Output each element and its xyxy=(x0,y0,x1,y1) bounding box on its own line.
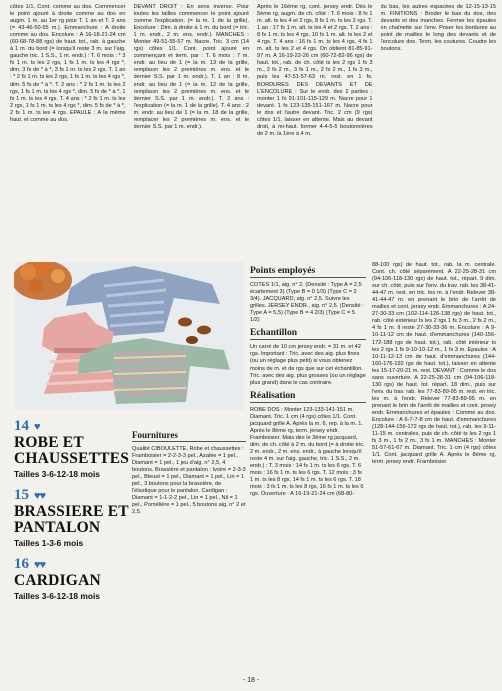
section-text: Un carré de 10 cm jersey endr. = 31 m. et 42 rgs. Important : Tric. avec des aig. plus fines (ou un réglage plus petit) si vous obtenez moins de m. et de rgs que sur cet échantillon. Tric. avec des aig. plus grosses (ou un réglage plus grand) dans le cas contraire. xyxy=(250,344,366,386)
page-number: - 18 - xyxy=(242,677,260,684)
heart-icon: ♥♥ xyxy=(34,558,46,571)
section-heading: Echantillon xyxy=(250,330,366,340)
pattern-sizes: Tailles 3-6-12-18 mois xyxy=(14,469,100,479)
section-text: ROBE DOS : Monter 123-133-141-151 m. Diamant. Tric. 1 cm (4 rgs) côtes 1/1. Cont. jacquard grille A. Après la m. 6, rep. à la m. 1. Après le 8ème rg, term. jersey endr. Framboisier. Mais dès le 3ème rg jacquard, dim. de ch. côté à 2 m. du bord (= à droite tric. 2 m. endr., 2 m. ens. endr., à gauche lorsqu'il reste 4 m. sur l'aig. gauche, tric. 1 S.S., 2 m. endr.) : T. 3 mois : 14 fs 1 m. ts les 6 rgs. T. 6 mois : 16 fs 1 m. ts les 6 rgs. T. 12 mois : 3 fs 1 m. ts les 8 rgs, 14 fs 1 m. ts les 6 rgs. T. 18 mois : 3 fs 1 m. ts les 8 rgs, 16 fs 1 m. ts les 6 rgs. Ouverture : A 16-19-21-24 cm (68-80- xyxy=(250,406,365,498)
pattern-number: 14 xyxy=(14,418,29,434)
section-heading: Fournitures xyxy=(132,432,246,442)
pattern-title: CARDIGAN xyxy=(14,572,101,589)
text-column-4: du bas, les autres espacées de 12-15-13-15 m. FINITIONS : Broder le bas du dos, des devants et des manches. Fermer les épaules en chaînette sur l'env. Poser les bordures au point de mailles le long des devants et de l'encolure dos. Term. les coutures. Coudre les boutons. xyxy=(380,4,496,53)
pattern-title: BRASSIERE ET xyxy=(14,503,129,520)
fournitures-section xyxy=(132,432,246,517)
section-heading: Points employés xyxy=(250,268,366,278)
right-column xyxy=(372,262,496,466)
pattern-title: ROBE ET xyxy=(14,434,84,451)
text-column-1: côtes 1/1. Cont. comme au dos. Commencer le point ajouré à droite comme au dos en augm. 1 m. au 1er rg pour T. 1 an et T. 2 ans (= 43-46-50-55 m.). Emmanchure : A droite comme au dos. Encolure : A 16-18-21-24 cm (60-68-78-88 rgs) de haut. tot., rab. à gauche à 1 m. du bord (= lorsqu'il reste 3 m. sur l'aig. gauche tric. 1 S.S., 1 m. endr.) : T. 6 mois : * 3 fs 1 m. ts les 2 rgs, 1 fs 1 m. ts les 4 rgs *, dim. 3 fs de * à *, 3 fs 1 m. ts les 2 rgs. T. 1 an : * 2 fs 1 m. ts les 2 rgs, 1 fs 1 m. ts les 4 rgs *, dim. 5 fs de * à *. T. 2 ans : * 2 fs 1 m. ts les 2 rgs, 1 fs 1 m. ts les 4 rgs *, dim. 5 fs de * à *, 1 fs 1 m. ts les 4 rgs. T. 4 ans : * 2 fs 1 m. ts les 2 rgs, 1 fs 1 m. ts les 4 rgs *, dim. 5 fs de * à *, 2 fs 1 m. ts les 4 rgs. EPAULE : A la même haut. et comme au dos. xyxy=(10,4,126,123)
section-text: COTES 1/1, aig. n° 2. (Densité : Type A = 2,5 écartement 3) (Type B = 0 1/3) (Type C = 2 3/4). JACQUARD, aig. n° 2,5. Suivre les grilles. JERSEY ENDR., aig. n° 2,5. (Densité : Type A = 5,5) (Type B = 4 2/3) (Type C = 5 1/2) xyxy=(250,282,364,324)
pattern-16 xyxy=(14,556,134,601)
section-heading: Réalisation xyxy=(250,393,366,403)
pattern-number: 16 xyxy=(14,556,29,572)
pattern-14 xyxy=(14,418,134,479)
text-column-2: DEVANT DROIT : En sens inverse. Pour toutes les tailles commencer le point ajouré comme l'explication. (= la m. 1 de la grille). Encolure : Dim. à droite à 1 m. du bord (= tric. 1 m. endr., 2 m. ens. endr.). MANCHES : Monter 49-51-55-57 m. Nacre. Tric. 3 cm (14 rgs) côtes 1/1. Cont. point ajouré en commençant et term. par : T. 6 mois : 7 m. endr. au lieu de 1 (= la m. 13 de la grille, remplacer les 2 premières m. ens. et le dernier S.S. par 1 m. endr.). T. 1 an : 8 m. endr. au lieu de 1 (= la m. 12 de la grille, remplacer les 2 premières m. ens. et le dernier S.S. par 1 m. endr.). T. 2 ans : l'explication (= la m. 1 de la grille). T. 4 ans : 2 m. endr. au lieu de 1 (= la m. 18 de la grille, remplacer les 2 premières m. ens. et le dernier S.S. par 1 m. endr.). xyxy=(133,4,249,130)
middle-column xyxy=(250,262,366,498)
pattern-sizes: Tailles 1-3-6 mois xyxy=(14,538,84,548)
pattern-number: 15 xyxy=(14,487,29,503)
heart-icon: ♥♥ xyxy=(34,489,46,502)
pattern-15 xyxy=(14,487,134,548)
top-text-columns xyxy=(10,4,496,266)
pattern-titles xyxy=(14,418,134,658)
section-text: 88-100 rgs) de haut. tot., rab. la m. centrale. Cont. ch. côté séparément. A 22-25-28-31 cm (94-106-118-130 rgs) de haut. tot., répart. 9 dim. sur ch. côté, puis sur l'env. du trav. rab. les 38-41-44-47 m. rest. en tric. les m. à l'endr. Relever 38-41-44-47 m. en prenant le brin de l'arrêt de mailles et cont. jersey endr. Emmanchures : A 24-27-30-33 cm (102-114-126-138 rgs) de haut. tot., rab. côté extérieur ts les 2 rgs 1 fs 3 m., 2 fs 2 m., 4 fs 1 m. Il reste 27-30-33-36 m. Encolure : A 9-10-11-12 cm de haut. d'emmanchures (140-156-172-188 rgs de haut. tot.), rab. côté intérieur ts les 2 rgs 1 fs 9-10-10-12 m., 1 fs 3 m. Epaules : A 10-11-12-13 cm de haut. d'emmanchures (144-160-176-192 rgs de haut. tot.), laisser en attente les 15-17-20-21 m. rest. DEVANT : Comme le dos sans ouverture. A 22-25-28-31 cm (94-106-118-130 rgs) de haut. tot. répart. 18 dim., puis sur l'env. du trav. rab. les 77-83-89-95 m. rest. en tric. les m. à l'endr. Relever 77-83-89-95 m. en prenant le brin de l'arrêt de mailles et cont. jersey endr. Emmanchures et épaules : Comme au dos. Encolure : A 6-7-7-8 cm de haut. d'emmanchures (128-144-156-172 rgs de haut. tot.), rab. les 9-11-11-15 m. centrales, puis de ch. côté ts les 2 rgs 1 fs 3 m., 1 fs 2 m., 3 fs 1 m. MANCHES : Monter 51-57-61-67 m. Diamant. Tric. 1 cm (4 rgs) côtes 1/1. Cont. jacquard grille A. Après le 8ème rg, term. jersey endr. Framboisier. xyxy=(372,262,496,466)
heart-icon: ♥ xyxy=(34,420,40,433)
garments-photo xyxy=(14,262,244,410)
pattern-title: CHAUSSETTES xyxy=(14,450,130,467)
text-column-3: Après le 16ème rg, cont. jersey endr. Dès le 5ème rg, augm. de ch. côté : T. 6 mois : 8 fs 1 m. alt. ts les 4 et 2 rgs, 8 fs 1 m. ts les 2 rgs. T. 1 an : 17 fs 1 m. alt. ts les 4 et 2 rgs. T. 2 ans : 8 fs 1 m. ts les 4 rgs, 10 fs 1 m. alt. ts les 2 et 4 rgs. T. 4 ans : 16 fs 1 m. ts les 4 rgs, 4 fs 1 m. alt. ts les 2 et 4 rgs. On obtient 81-85-91-97 m. A 16-19-22-26 cm (60-72-82-96 rgs) de haut. tot., rab. de ch. côté ts les 2 rgs 1 fs 3 m., 2 fs 2 m., 3 fs 1 m., 2 fs 2 m., 1 fs 3 m., puis les 47-51-57-63 m. rest. en 1 fs. BORDURES DES DEVANTS ET DE L'ENCOLURE : Sur le endr. des 2 parties : monter 1 fs 91-101-115-129 m. Nacre pour 1 devant. 1 fs 123-135-151-167 m. Nacre pour le dos et l'autre devant. Tric. 2 cm (9 rgs) côtes 1/1, laisser en attente. Mais au devant droit, à mi-haut. former 4-4-5-5 boutonnières de 2 m. la 1ère à 4 m. xyxy=(257,4,373,137)
pattern-title: PANTALON xyxy=(14,519,101,536)
section-text: Qualité CIBOULETTE, Robe et chaussettes : Framboisier = 2-2-3-3 pel., Azalée = 1 pel., Diamant = 1 pel., 1 jeu d'aig. n° 2,5, 4 boutons. Brassière et pantalon : Ivoire = 2-3-3 pel., Bleuet = 1 pel., Diamant = 1 pel., Lin = 1 pel., 3 boutons pour la brassière, de l'élastique pour le pantalon. Cardigan : Diamant = 1-1-2-2 pel., Lin = 1 pel., Nil = 1 pel., Pomélière = 1 pel., 5 boutons aig. n° 2 et 2,5. xyxy=(132,446,246,516)
pattern-sizes: Tailles 3-6-12-18 mois xyxy=(14,591,100,601)
